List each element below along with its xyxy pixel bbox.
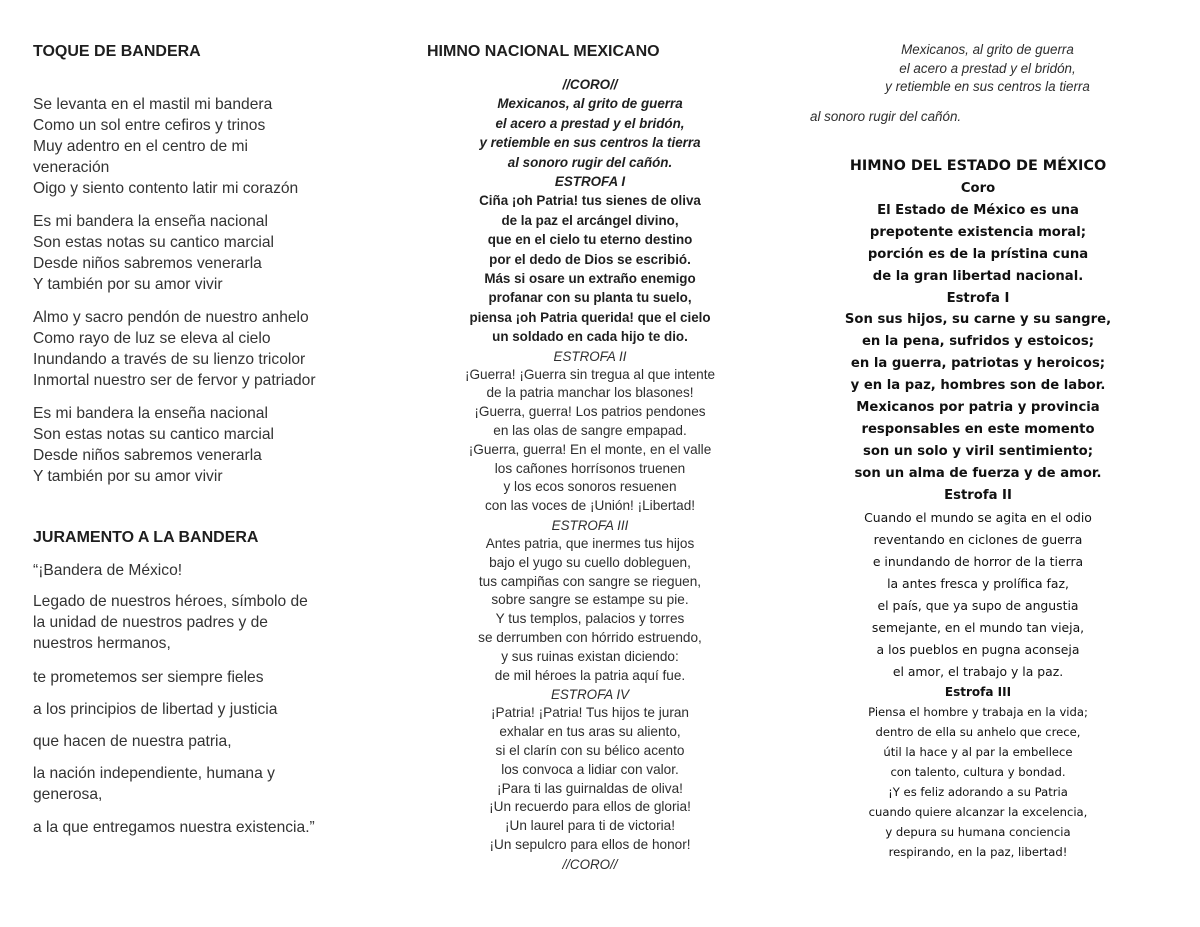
verse-line: semejante, en el mundo tan vieja,	[871, 619, 1085, 635]
oath-line: nuestros hermanos,	[33, 635, 171, 652]
verse-line: de mil héroes la patria aquí fue.	[494, 667, 686, 683]
verse-line: exhalar en tus aras su aliento,	[499, 724, 681, 740]
verse-line: Mexicanos, al grito de guerra	[901, 42, 1074, 57]
verse-line: el país, que ya supo de angustia	[877, 597, 1079, 613]
juramento-paragraph-7	[33, 817, 315, 838]
verse-line: el amor, el trabajo y la paz.	[892, 663, 1064, 679]
verse-line: Más si osare un extraño enemigo	[484, 271, 696, 287]
verse-line: e inundando de horror de la tierra	[872, 553, 1084, 569]
toque-title: TOQUE DE BANDERA	[33, 43, 201, 60]
verse-line: útil la hace y al par la embellece	[883, 744, 1073, 759]
verse-line: reventando en ciclones de guerra	[873, 531, 1083, 547]
coro-final-last-line: al sonoro rugir del cañón.	[810, 109, 962, 124]
oath-line: generosa,	[33, 786, 103, 803]
verse-line: Y tus templos, palacios y torres	[495, 611, 685, 627]
verse-line: que en el cielo tu eterno destino	[487, 232, 693, 248]
verse-line: son un alma de fuerza y de amor.	[854, 465, 1102, 481]
verse-line: profanar con su planta tu suelo,	[488, 290, 692, 306]
verse-line: bajo el yugo su cuello dobleguen,	[489, 554, 691, 570]
verse-line: a los pueblos en pugna aconseja	[876, 641, 1080, 657]
verse-line: el acero a prestad y el bridón,	[899, 60, 1076, 76]
estrofa-2-label: ESTROFA II	[553, 348, 627, 364]
verse-line: ¡Guerra, guerra! Los patrios pendones	[474, 404, 706, 420]
himno-nacional-body	[420, 75, 760, 874]
verse-line: respirando, en la paz, libertad!	[888, 844, 1068, 859]
juramento-paragraph-6	[33, 763, 275, 805]
oath-line: la nación independiente, humana y	[33, 765, 275, 782]
estrofa-1-label: Estrofa I	[946, 290, 1010, 306]
juramento-title: JURAMENTO A LA BANDERA	[33, 529, 259, 546]
verse-line: Se levanta en el mastil mi bandera	[33, 96, 273, 113]
verse-line: Muy adentro en el centro de mi	[33, 138, 248, 155]
verse-line: y retiemble en sus centros la tierra	[885, 79, 1090, 95]
juramento-paragraph-5	[33, 731, 232, 752]
verse-line: de la gran libertad nacional.	[872, 268, 1084, 284]
toque-stanza-4	[33, 403, 274, 487]
verse-line: tus campiñas con sangre se rieguen,	[478, 573, 702, 589]
verse-line: y en la paz, hombres son de labor.	[850, 378, 1106, 394]
verse-line: si el clarín con su bélico acento	[495, 743, 685, 759]
verse-line: por el dedo de Dios se escribió.	[489, 251, 691, 267]
verse-line: los cañones horrísonos truenen	[494, 460, 686, 476]
verse-line: y sus ruinas existan diciendo:	[501, 648, 679, 664]
himno-estado-title: HIMNO DEL ESTADO DE MÉXICO	[849, 158, 1107, 174]
verse-line: Son estas notas su cantico marcial	[33, 234, 274, 251]
verse-line: en la pena, sufridos y estoicos;	[861, 334, 1094, 350]
verse-line: se derrumben con hórrido estruendo,	[478, 630, 702, 646]
oath-line: que hacen de nuestra patria,	[33, 733, 232, 750]
verse-line: ¡Patria! ¡Patria! Tus hijos te juran	[491, 705, 689, 721]
verse-line: Inmortal nuestro ser de fervor y patriador	[33, 372, 316, 389]
verse-line: al sonoro rugir del cañón.	[507, 154, 673, 170]
verse-line: en las olas de sangre empapad.	[493, 423, 687, 439]
verse-line: y los ecos sonoros resuenen	[503, 479, 677, 495]
verse-line: veneración	[33, 159, 110, 176]
verse-line: son un solo y viril sentimiento;	[862, 443, 1093, 459]
verse-line: de la patria manchar los blasones!	[486, 385, 694, 401]
coro-label: Coro	[960, 181, 996, 196]
verse-line: Piensa el hombre y trabaja en la vida;	[868, 704, 1088, 719]
verse-line: Mexicanos por patria y provincia	[856, 400, 1100, 416]
verse-line: El Estado de México es una	[877, 202, 1079, 218]
coro-end-label: //CORO//	[562, 856, 618, 872]
verse-line: ¡Para ti las guirnaldas de oliva!	[497, 780, 683, 796]
verse-line: Antes patria, que inermes tus hijos	[485, 536, 695, 552]
estrofa-1-label: ESTROFA I	[554, 174, 626, 190]
verse-line: Mexicanos, al grito de guerra	[497, 96, 683, 112]
estrofa-2-label: Estrofa II	[944, 487, 1012, 503]
verse-line: ¡Un recuerdo para ellos de gloria!	[489, 799, 691, 815]
verse-line: Y también por su amor vivir	[33, 468, 223, 485]
coro-label: //CORO//	[562, 77, 618, 92]
verse-line: con las voces de ¡Unión! ¡Libertad!	[484, 498, 696, 514]
verse-line: la antes fresca y prolífica faz,	[887, 575, 1069, 591]
verse-line: el acero a prestad y el bridón,	[495, 115, 685, 131]
verse-line: Es mi bandera la enseña nacional	[33, 405, 268, 422]
toque-stanza-3	[33, 307, 316, 391]
oath-line: te prometemos ser siempre fieles	[33, 669, 264, 686]
verse-line: dentro de ella su anhelo que crece,	[875, 724, 1081, 739]
verse-line: Almo y sacro pendón de nuestro anhelo	[33, 309, 309, 326]
estrofa-3-label: Estrofa III	[944, 684, 1012, 699]
verse-line: Cuando el mundo se agita en el odio	[864, 509, 1092, 525]
coro-final	[800, 41, 1175, 97]
verse-line: piensa ¡oh Patria querida! que el cielo	[469, 309, 711, 325]
juramento-paragraph-1	[33, 560, 182, 581]
oath-line: a los principios de libertad y justicia	[33, 701, 278, 718]
verse-line: Son estas notas su cantico marcial	[33, 426, 274, 443]
himno-nacional-title: HIMNO NACIONAL MEXICANO	[427, 43, 660, 60]
verse-line: Ciña ¡oh Patria! tus sienes de oliva	[479, 193, 701, 209]
verse-line: ¡Y es feliz adorando a su Patria	[888, 784, 1068, 799]
verse-line: Y también por su amor vivir	[33, 276, 223, 293]
oath-line: “¡Bandera de México!	[33, 562, 183, 579]
estrofa-4-label: ESTROFA IV	[550, 687, 630, 703]
verse-line: con talento, cultura y bondad.	[890, 764, 1066, 779]
verse-line: cuando quiere alcanzar la excelencia,	[868, 804, 1088, 819]
verse-line: un soldado en cada hijo te dio.	[492, 329, 688, 345]
verse-line: Inundando a través de su lienzo tricolor	[33, 351, 306, 368]
juramento-paragraph-2	[33, 591, 308, 654]
oath-line: Legado de nuestros héroes, símbolo de	[33, 593, 308, 610]
juramento-paragraph-3	[33, 667, 264, 688]
verse-line: Como rayo de luz se eleva al cielo	[33, 330, 271, 347]
verse-line: en la guerra, patriotas y heroicos;	[850, 356, 1106, 372]
oath-line: la unidad de nuestros padres y de	[33, 614, 268, 631]
verse-line: Es mi bandera la enseña nacional	[33, 213, 268, 230]
himno-estado-body	[808, 154, 1148, 862]
verse-line: los convoca a lidiar con valor.	[501, 761, 679, 777]
verse-line: y depura su humana conciencia	[885, 824, 1071, 839]
juramento-paragraph-4	[33, 699, 277, 720]
verse-line: ¡Un sepulcro para ellos de honor!	[489, 837, 691, 853]
verse-line: ¡Un laurel para ti de victoria!	[505, 818, 675, 834]
verse-line: ¡Guerra, guerra! En el monte, en el valle	[468, 441, 712, 457]
verse-line: prepotente existencia moral;	[869, 224, 1087, 240]
toque-stanza-2	[33, 211, 274, 295]
verse-line: Desde niños sabremos venerarla	[33, 255, 262, 272]
verse-line: de la paz el arcángel divino,	[501, 212, 679, 228]
estrofa-3-label: ESTROFA III	[551, 518, 629, 534]
verse-line: porción es de la prístina cuna	[867, 246, 1089, 262]
verse-line: y retiemble en sus centros la tierra	[479, 135, 701, 151]
oath-line: a la que entregamos nuestra existencia.”	[33, 819, 315, 836]
verse-line: Son sus hijos, su carne y su sangre,	[844, 312, 1112, 328]
verse-line: Como un sol entre cefiros y trinos	[33, 117, 266, 134]
toque-stanza-1	[33, 94, 298, 199]
verse-line: responsables en este momento	[861, 421, 1095, 437]
verse-line: Desde niños sabremos venerarla	[33, 447, 262, 464]
verse-line: sobre sangre se estampe su pie.	[491, 592, 689, 608]
verse-line: Oigo y siento contento latir mi corazón	[33, 180, 299, 197]
verse-line: ¡Guerra! ¡Guerra sin tregua al que intente	[464, 366, 716, 382]
